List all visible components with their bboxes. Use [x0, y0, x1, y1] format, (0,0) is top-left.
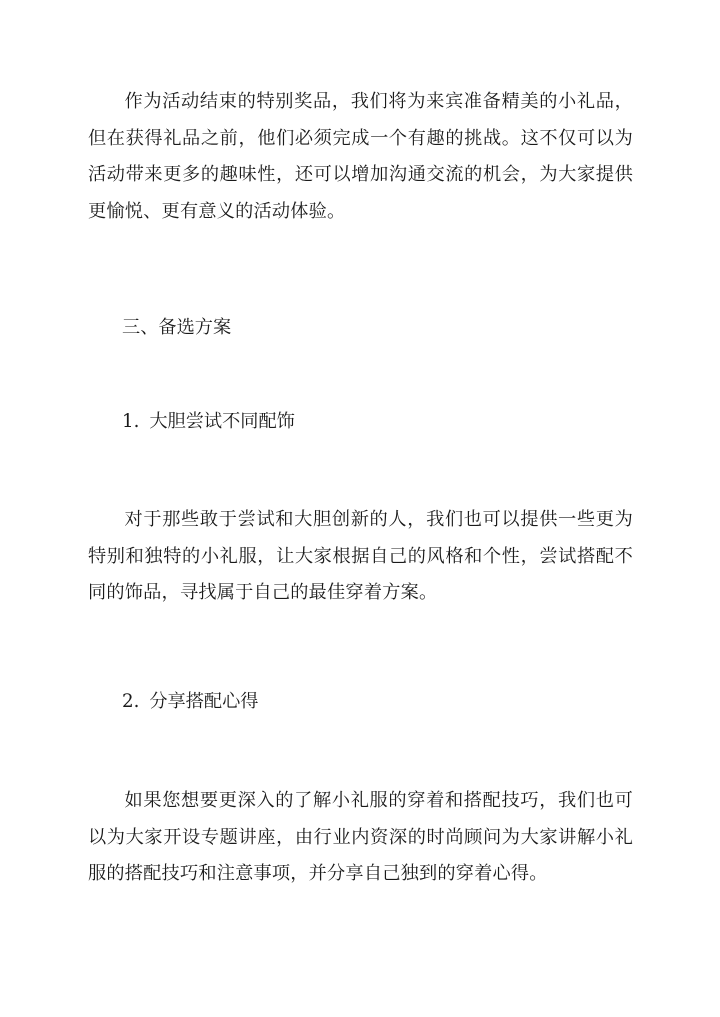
item-number: 1.: [122, 411, 140, 432]
paragraph-share-tips: 如果您想要更深入的了解小礼服的穿着和搭配技巧，我们也可以为大家开设专题讲座，由行业内资深的时尚顾问为大家讲解小礼服的搭配技巧和注意事项，并分享自己独到的穿着心得。: [88, 790, 633, 884]
item-heading-share-tips: [122, 689, 259, 715]
section-heading-alternatives: 三、备选方案: [122, 317, 232, 338]
paragraph-accessories: 对于那些敢于尝试和大胆创新的人，我们也可以提供一些更为特别和独特的小礼服，让大家根据自己的风格和个性，尝试搭配不同的饰品，寻找属于自己的最佳穿着方案。: [88, 509, 633, 603]
item-title: 分享搭配心得: [149, 691, 259, 712]
item-title: 大胆尝试不同配饰: [149, 411, 295, 432]
item-heading-accessories: [122, 409, 295, 435]
paragraph-special-prize: 作为活动结束的特别奖品，我们将为来宾准备精美的小礼品，但在获得礼品之前，他们必须完成一个有趣的挑战。这不仅可以为活动带来更多的趣味性，还可以增加沟通交流的机会，为大家提供更愉悦、更有意义的活动体验。: [88, 91, 633, 222]
item-number: 2.: [122, 691, 140, 712]
